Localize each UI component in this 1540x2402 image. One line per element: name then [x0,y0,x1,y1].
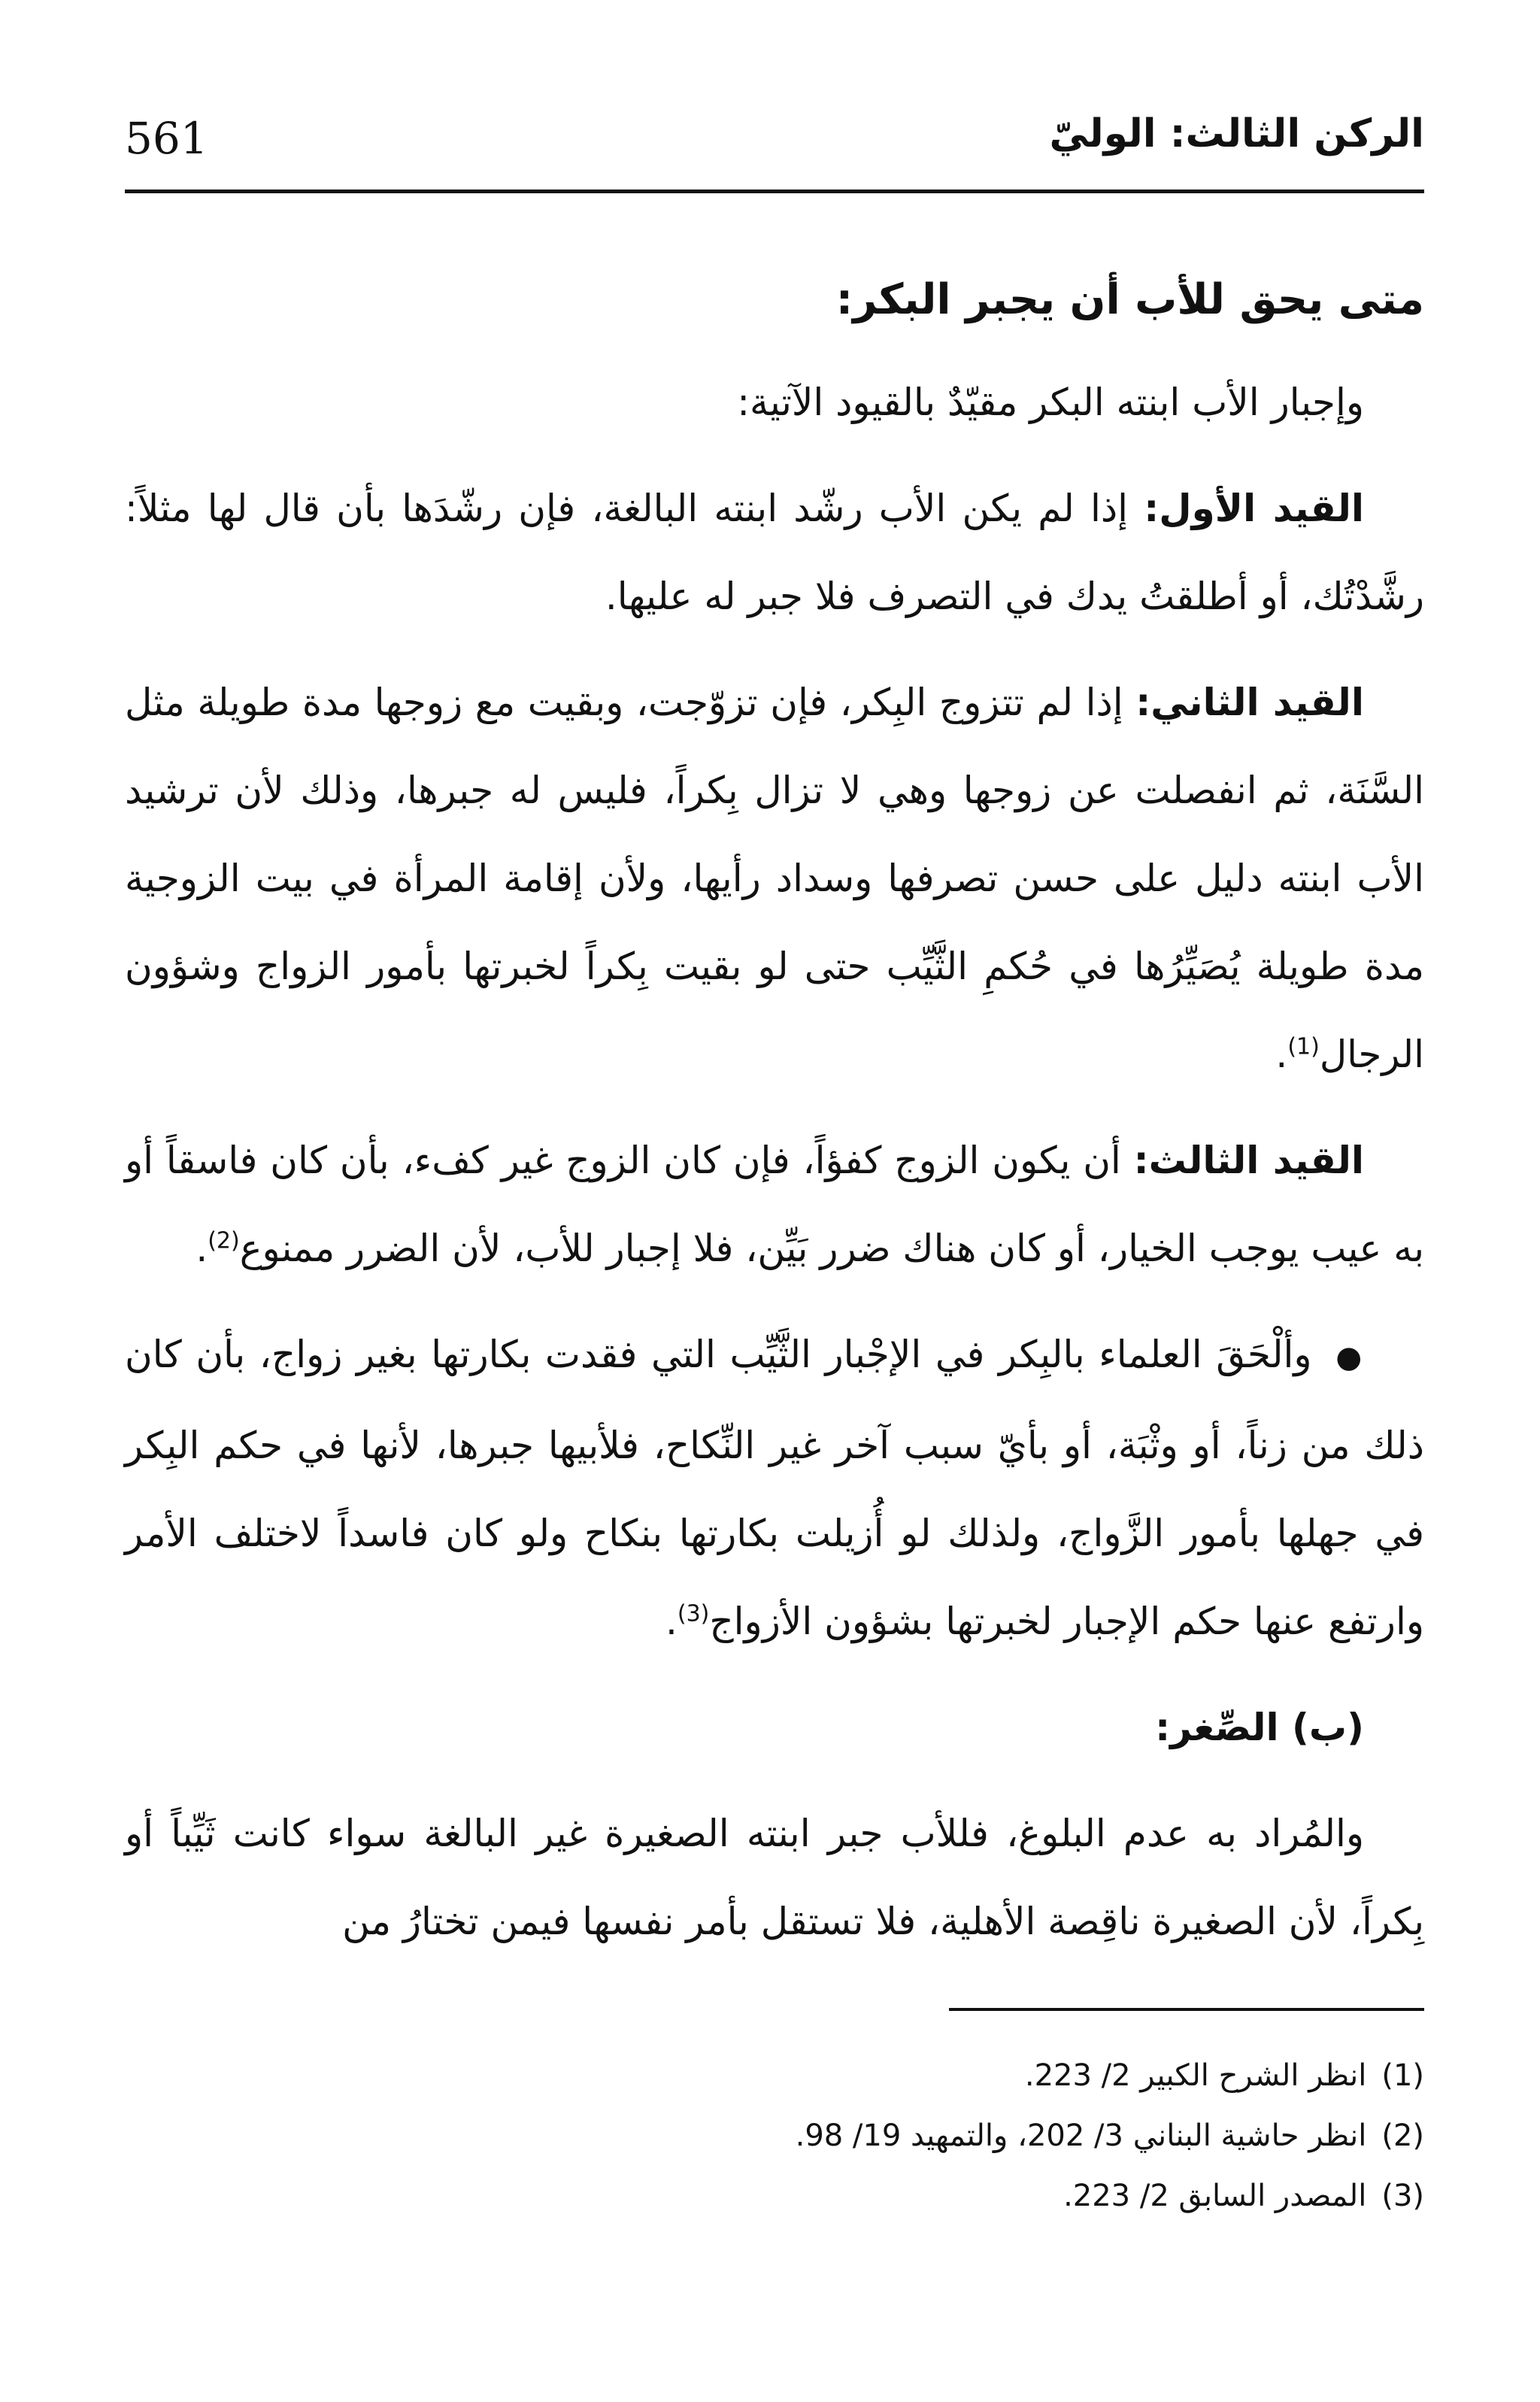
footnote-text: المصدر السابق 2/ 223. [1063,2179,1367,2213]
qayd-1-text: إذا لم يكن الأب رشّد ابنته البالغة، فإن رشّدَها بأن قال لها مثلاً: رشَّدْتُك، أو أطلقتُ يدك في التصرف فلا جبر له عليها. [125,487,1424,618]
footnote-ref-3[interactable]: (3) [677,1600,710,1627]
qayd-2-paragraph [125,659,1424,1099]
footnote-ref-1[interactable]: (1) [1287,1033,1320,1060]
qayd-3-label: القيد الثالث: [1133,1139,1364,1182]
footnote-number: (2) [1381,2118,1424,2153]
footnote-ref-2[interactable]: (2) [208,1227,240,1254]
qayd-3-text: أن يكون الزوج كفؤاً، فإن كان الزوج غير كفء، بأن كان فاسقاً أو به عيب يوجب الخيار، أو كان هناك ضرر بَيِّن، فلا إجبار للأب، لأن الضرر ممنوع [125,1139,1424,1270]
last-paragraph: والمُراد به عدم البلوغ، فللأب جبر ابنته الصغيرة غير البالغة سواء كانت ثَيِّباً أو بِكراً، لأن الصغيرة ناقِصة الأهلية، فلا تستقل بأمر نفسها فيمن تختارُ من [125,1812,1424,1943]
footnote-number: (1) [1381,2058,1424,2093]
footnote-1 [125,2046,1424,2106]
header-divider [125,190,1424,193]
page-number: 561 [125,113,208,164]
footnote-text: انظر الشرح الكبير 2/ 223. [1024,2058,1367,2093]
bullet-icon: ● [1335,1340,1364,1375]
section-heading: متى يحق للأب أن يجبر البكر: [835,275,1424,324]
footnotes [125,2046,1424,2226]
footnote-text: انظر حاشية البناني 3/ 202، والتمهيد 19/ 98. [795,2118,1367,2153]
subsection-heading: (ب) الصِّغر: [1155,1706,1364,1749]
page-header [125,105,1424,188]
footnote-3 [125,2166,1424,2226]
qayd-2-label: القيد الثاني: [1135,681,1364,724]
intro-paragraph: وإجبار الأب ابنته البكر مقيّدٌ بالقيود الآتية: [737,381,1364,424]
footnote-2 [125,2106,1424,2166]
running-title: الركن الثالث: الوليّ [1049,111,1424,156]
bullet-paragraph [125,1311,1424,1666]
main-text [125,256,1424,1984]
qayd-2-end: . [1275,1033,1288,1076]
qayd-1-paragraph [125,465,1424,641]
qayd-2-text: إذا لم تتزوج البِكر، فإن تزوّجت، وبقيت مع زوجها مدة طويلة مثل السَّنَة، ثم انفصلت عن زوجها وهي لا تزال بِكراً، فليس له جبرها، وذلك لأن ترشيد الأب ابنته دليل على حسن تصرفها وسداد رأيها، ولأن إقامة المرأة في بيت الزوجية مدة طويلة يُصَيِّرُها في حُكمِ الثَّيِّب حتى لو بقيت بِكراً لخبرتها بأمور الزواج وشؤون الرجال [125,681,1424,1076]
bullet-end: . [665,1600,678,1643]
bullet-text: وألْحَقَ العلماء بالبِكر في الإجْبار الثَّيِّب التي فقدت بكارتها بغير زواج، بأن كان ذلك من زناً، أو وثْبَة، أو بأيّ سبب آخر غير النِّكاح، فلأبيها جبرها، لأنها في حكم البِكر في جهلها بأمور الزَّواج، ولذلك لو أُزيلت بكارتها بنكاح ولو كان فاسداً لاختلف الأمر وارتفع عنها حكم الإجبار لخبرتها بشؤون الأزواج [125,1333,1424,1643]
footnote-divider [949,2008,1424,2011]
footnote-number: (3) [1381,2179,1424,2213]
qayd-1-label: القيد الأول: [1144,487,1364,530]
qayd-3-paragraph [125,1117,1424,1293]
qayd-3-end: . [196,1227,208,1270]
